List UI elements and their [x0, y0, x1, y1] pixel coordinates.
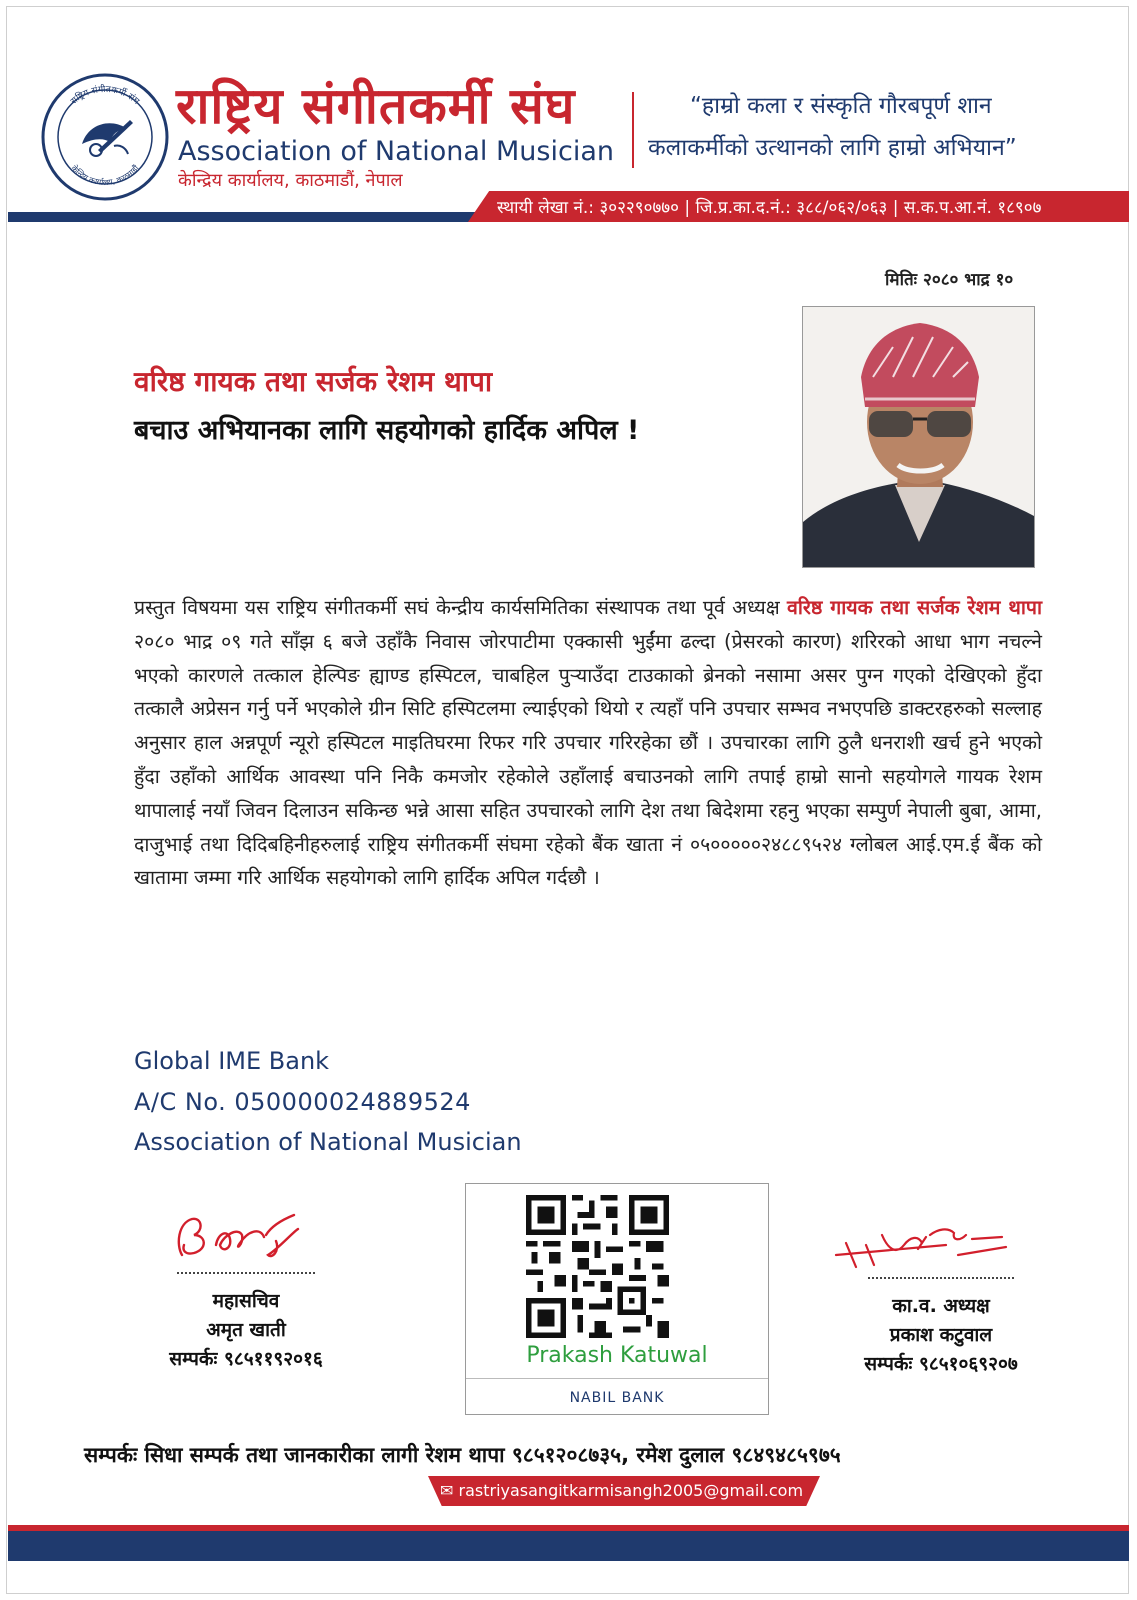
- left-signatory-title: महासचिव: [212, 1290, 280, 1312]
- qr-divider: [466, 1378, 768, 1379]
- registration-numbers: स्थायी लेखा नं.: ३०२२९०७७० | जि.प्र.का.द.नं.: ३८८/०६२/०६३ | स.क.प.आ.नं. १८९०७: [497, 198, 1042, 218]
- left-signatory-name: अमृत खाती: [206, 1319, 286, 1341]
- left-signatory-contact: सम्पर्कः ९८५११९२०१६: [169, 1348, 323, 1370]
- footer-band-blue: [8, 1531, 1129, 1561]
- email-text: rastriyasangitkarmisangh2005@gmail.com: [458, 1481, 804, 1500]
- signature-line-left: [177, 1272, 315, 1274]
- bank-name: Global IME Bank: [134, 1047, 330, 1075]
- signature-right: [826, 1215, 1016, 1275]
- right-signatory-name: प्रकाश कटुवाल: [889, 1324, 993, 1346]
- qr-account-name: Prakash Katuwal: [526, 1343, 708, 1368]
- email-address[interactable]: [440, 1481, 803, 1500]
- slogan-line-2: कलाकर्मीको उत्थानको लागि हाम्रो अभियान”: [648, 135, 1017, 161]
- mail-icon: ✉: [440, 1481, 454, 1500]
- svg-text:केन्द्रिय कार्यालय, काठमाडौं: [69, 162, 141, 187]
- letter-body: [134, 591, 1042, 895]
- org-office-address: केन्द्रिय कार्यालय, काठमाडौं, नेपाल: [178, 170, 403, 191]
- association-logo: [40, 72, 170, 202]
- slogan-line-1: “हाम्रो कला र संस्कृति गौरबपूर्ण शान: [690, 93, 992, 119]
- signature-line-right: [868, 1277, 1014, 1279]
- appeal-heading-red: वरिष्ठ गायक तथा सर्जक रेशम थापा: [134, 365, 493, 398]
- qr-code: [526, 1195, 669, 1338]
- logo-text-top: राष्ट्रिय संगीतकर्मी संघ: [69, 84, 141, 107]
- org-name-english: Association of National Musician: [178, 136, 614, 167]
- org-name-nepali: राष्ट्रिय संगीतकर्मी संघ: [176, 76, 576, 135]
- appeal-heading-black: बचाउ अभियानका लागि सहयोगको हार्दिक अपिल !: [134, 415, 640, 446]
- body-part-1: प्रस्तुत विषयमा यस राष्ट्रिय संगीतकर्मी सघं केन्द्रीय कार्यसमितिका संस्थापक तथा पूर्व अध्यक्ष: [134, 596, 780, 619]
- svg-text:राष्ट्रिय संगीतकर्मी संघ: [69, 83, 141, 108]
- header-divider: [632, 92, 634, 168]
- qr-bank-logo: NABIL BANK: [569, 1390, 665, 1406]
- bank-account-holder: Association of National Musician: [134, 1128, 522, 1156]
- footer-contact-line: सम्पर्कः सिधा सम्पर्क तथा जानकारीका लागी रेशम थापा ९८५१२०८७३५, रमेश दुलाल ९८४९४८५९७५: [84, 1443, 841, 1467]
- signature-left: [168, 1205, 318, 1265]
- bank-account-number: A/C No. 050000024889524: [134, 1088, 471, 1116]
- logo-text-bottom: केन्द्रिय कार्यालय, काठमाडौं: [69, 163, 141, 188]
- right-signatory-title: का.व. अध्यक्ष: [892, 1295, 990, 1317]
- right-signatory-contact: सम्पर्कः ९८५१०६९२०७: [864, 1353, 1018, 1375]
- portrait-photo: [802, 306, 1035, 568]
- body-part-2: २०८० भाद्र ०९ गते साँझ ६ बजे उहाँकै निवास जोरपाटीमा एक्कासी भुईंमा ढल्दा (प्रेसरको कारण) शरिरको आधा भाग नचल्ने भएको कारणले तत्काल हेल्पिङ ह्याण्ड हस्पिटल, चाबहिल पुऱ्याउँदा टाउकाको ब्रेनको नसामा असर पुग्न गएको देखिएको हुँदा तत्कालै अप्रेसन गर्नु पर्ने भएकोले ग्रीन सिटि हस्पिटलमा ल्याईएको थियो र त्यहाँ पनि उपचार सम्भव नभएपछि डाक्टरहरुको सल्लाह अनुसार हाल अन्नपूर्ण न्यूरो हस्पिटल माइतिघरमा रिफर गरि उपचार गरिरहेका छौं । उपचारका लागि ठुलै धनराशी खर्च हुने भएको हुँदा उहाँको आर्थिक आवस्था पनि निकै कमजोर रहेकोले उहाँलाई बचाउनको लागि तपाई हाम्रो सानो सहयोगले गायक रेशम थापालाई नयाँ जिवन दिलाउन सकिन्छ भन्ने आसा सहित उपचारको लागि देश तथा बिदेशमा रहनु भएका सम्पुर्ण नेपाली बुबा, आमा, दाजुभाई तथा दिदिबहिनीहरुलाई राष्ट्रिय संगीतकर्मी संघमा रहेको बैंक खाता नं ०५०००००२४८८९५२४ ग्लोबल आई.एम.ई बैंक को खातामा जम्मा गरि आर्थिक सहयोगको लागि हार्दिक अपिल गर्दछौ ।: [134, 629, 1042, 890]
- body-highlight: वरिष्ठ गायक तथा सर्जक रेशम थापा: [787, 596, 1042, 619]
- letter-date: मितिः २०८० भाद्र १०: [885, 270, 1014, 290]
